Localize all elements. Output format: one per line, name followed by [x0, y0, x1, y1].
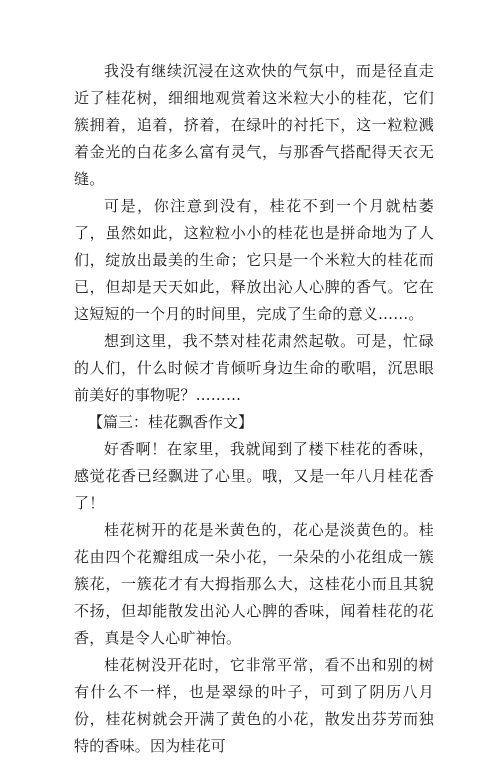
paragraph-tree-before-bloom: 桂花树没开花时，它非常平常，看不出和别的树有什么不一样，也是翠绿的叶子，可到了阴历八月份，桂花树就会开满了黄色的小花，散发出芬芳而独特的香味。因为桂花可 [74, 656, 434, 755]
paragraph-flower-description: 桂花树开的花是米黄色的，花心是淡黄色的。桂花由四个花瓣组成一朵小花，一朵朵的小花组成一簇簇花，一簇花才有大拇指那么大，这桂花小而且其貌不扬，但却能散发出沁人心脾的香味，闻着桂花的花香，真是令人心旷神怡。 [74, 521, 434, 647]
paragraph-respect: 想到这里，我不禁对桂花肃然起敬。可是，忙碌的人们，什么时候才肯倾听身边生命的歌唱，沉思眼前美好的事物呢？……… [74, 332, 434, 404]
paragraph-fragrance: 好香啊！在家里，我就闻到了楼下桂花的香味，感觉花香已经飘进了心里。哦，又是一年八月桂花香了！ [74, 440, 434, 512]
paragraph-short-life: 可是，你注意到没有，桂花不到一个月就枯萎了，虽然如此，这粒粒小小的桂花也是拼命地为了人们，绽放出最美的生命；它只是一个米粒大的桂花而已，但却是天天如此，释放出沁人心脾的香气。它在这短短的一个月的时间里，完成了生命的意义……。 [74, 197, 434, 323]
section-title: 【篇三：桂花飘香作文】 [88, 413, 254, 431]
document-page [74, 58, 434, 760]
paragraph-observing-osmanthus: 我没有继续沉浸在这欢快的气氛中，而是径直走近了桂花树，细细地观赏着这米粒大小的桂花，它们簇拥着，追着，挤着，在绿叶的衬托下，这一粒粒溅着金光的白花多么富有灵气，与那香气搭配得天衣无缝。 [74, 62, 434, 188]
